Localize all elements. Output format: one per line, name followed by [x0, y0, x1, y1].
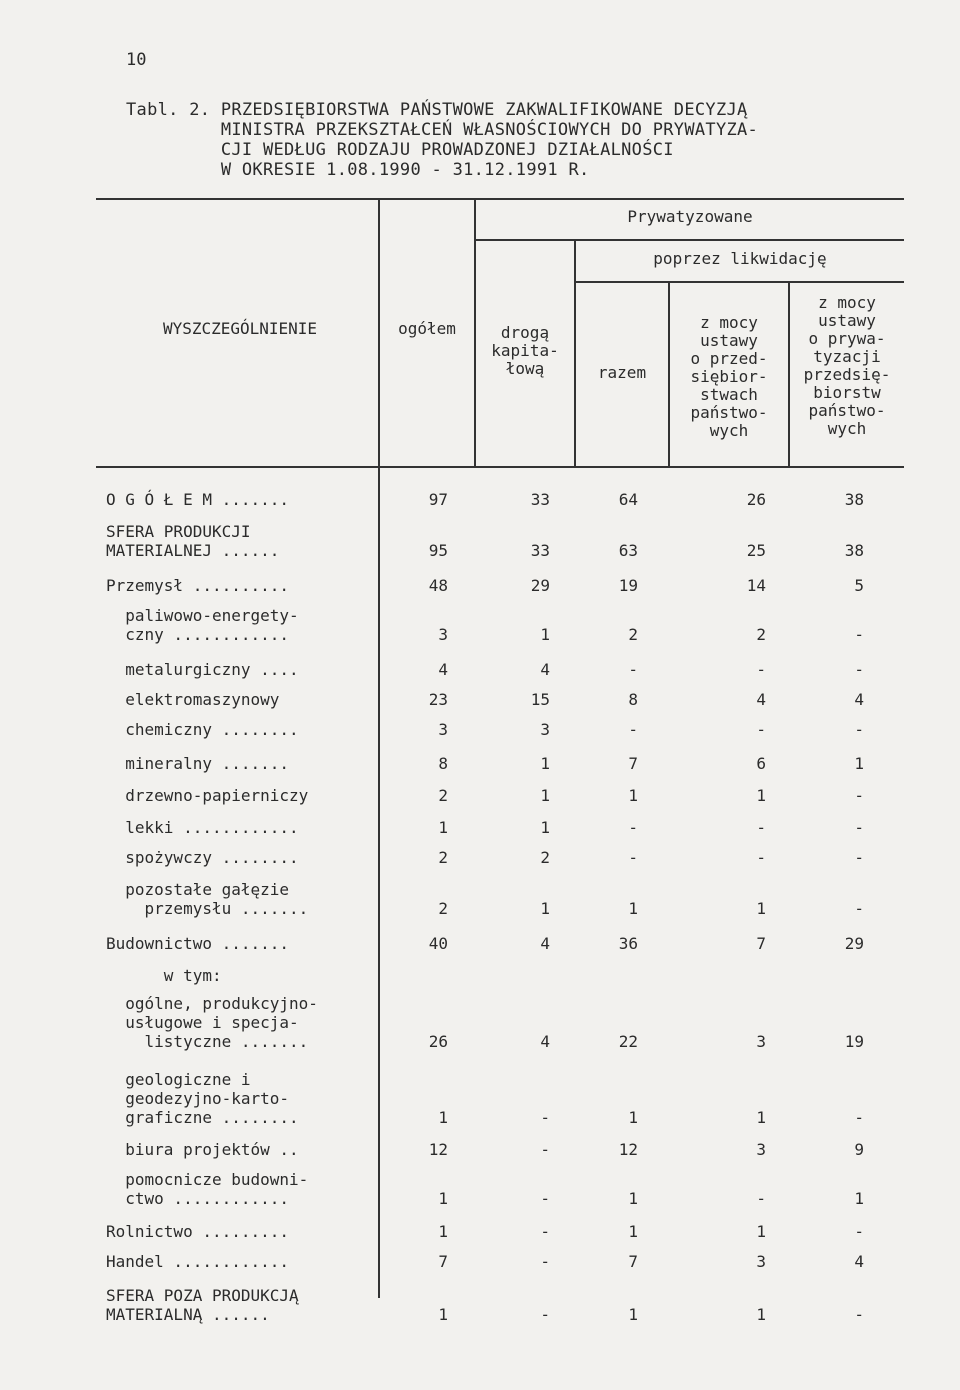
table-cell: 3: [438, 625, 448, 644]
table-header-rule: [96, 466, 904, 468]
table-cell: 4: [540, 1032, 550, 1051]
table-cell: 2: [540, 848, 550, 867]
table-cell: 4: [854, 690, 864, 709]
table-cell: 63: [618, 541, 638, 560]
table-cell: 1: [628, 1108, 638, 1127]
table-cell: -: [854, 786, 864, 805]
table-cell: 7: [628, 754, 638, 773]
row-label: paliwowo-energety- czny ............: [125, 606, 299, 644]
header-liquidation: poprzez likwidację: [653, 249, 827, 268]
table-cell: 4: [854, 1252, 864, 1271]
table-cell: 25: [746, 541, 766, 560]
row-label: lekki ............: [106, 818, 299, 837]
table-caption: [126, 100, 906, 180]
table-cell: 15: [530, 690, 550, 709]
table-cell: 1: [628, 786, 638, 805]
table-cell: 1: [540, 899, 550, 918]
table-cell: -: [628, 848, 638, 867]
row-label: Handel ............: [106, 1252, 290, 1271]
table-cell: -: [628, 720, 638, 739]
table-cell: 1: [756, 1305, 766, 1324]
row-label: pomocnicze budowni- ctwo ............: [125, 1170, 309, 1208]
table-cell: 95: [428, 541, 448, 560]
table-cell: 3: [756, 1140, 766, 1159]
row-label: geologiczne i geodezyjno-karto- graficzne ........: [125, 1070, 299, 1127]
table-cell: -: [628, 660, 638, 679]
table-cell: 1: [438, 1189, 448, 1208]
table-cell: 1: [438, 1222, 448, 1241]
table-cell: -: [854, 720, 864, 739]
table-cell: 40: [428, 934, 448, 953]
table-cell: 33: [530, 490, 550, 509]
table-cell: -: [756, 848, 766, 867]
table-cell: -: [854, 899, 864, 918]
caption-line: W OKRESIE 1.08.1990 - 31.12.1991 R.: [126, 160, 590, 180]
table-cell: 1: [628, 1305, 638, 1324]
table-top-rule: [96, 198, 904, 200]
table-cell: 19: [844, 1032, 864, 1051]
table-cell: 1: [540, 818, 550, 837]
table-cell: 1: [438, 818, 448, 837]
header-total: ogółem: [398, 319, 456, 338]
header-act-privatization: z mocy ustawy o prywa- tyzacji przedsię- biorstw państwo- wych: [803, 293, 891, 438]
table-cell: -: [628, 818, 638, 837]
table-cell: 3: [540, 720, 550, 739]
row-label: drzewno-papierniczy: [106, 786, 309, 805]
table-cell: 22: [618, 1032, 638, 1051]
row-label: pozostałe gałęzie przemysłu .......: [125, 880, 309, 918]
table-cell: 1: [540, 754, 550, 773]
table-cell: 64: [618, 490, 638, 509]
row-label: metalurgiczny ....: [106, 660, 299, 679]
table-cell: -: [854, 660, 864, 679]
row-label: mineralny .......: [106, 754, 290, 773]
header-capital-route: drogą kapita- łową: [491, 323, 559, 378]
table-cell: -: [854, 1222, 864, 1241]
table-cell: 4: [438, 660, 448, 679]
table-cell: 3: [438, 720, 448, 739]
page-number: 10: [126, 50, 147, 70]
table-cell: 1: [756, 1222, 766, 1241]
table-cell: 26: [746, 490, 766, 509]
table-cell: 1: [854, 1189, 864, 1208]
header-specification: WYSZCZEGÓLNIENIE: [162, 319, 318, 338]
row-label: chemiczny ........: [106, 720, 299, 739]
row-label: SFERA POZA PRODUKCJĄ MATERIALNĄ ......: [106, 1286, 299, 1324]
column-divider: [574, 240, 576, 467]
table-cell: -: [756, 1189, 766, 1208]
table-cell: 8: [628, 690, 638, 709]
table-cell: 2: [438, 786, 448, 805]
row-label: Przemysł ..........: [106, 576, 290, 595]
table-cell: 9: [854, 1140, 864, 1159]
table-cell: -: [540, 1222, 550, 1241]
table-cell: 1: [540, 625, 550, 644]
table-cell: 1: [540, 786, 550, 805]
table-cell: 23: [428, 690, 448, 709]
table-cell: 38: [844, 490, 864, 509]
row-label: biura projektów ..: [106, 1140, 299, 1159]
table-cell: -: [854, 1305, 864, 1324]
table-cell: 1: [628, 1222, 638, 1241]
table-cell: 12: [618, 1140, 638, 1159]
table-cell: -: [540, 1140, 550, 1159]
table-cell: 26: [428, 1032, 448, 1051]
liquidation-rule: [574, 281, 904, 283]
table-cell: 2: [756, 625, 766, 644]
header-act-enterprises: z mocy ustawy o przed- siębior- stwach państwo- wych: [690, 313, 768, 440]
table-cell: 1: [756, 1108, 766, 1127]
table-cell: 29: [844, 934, 864, 953]
column-divider: [378, 198, 380, 1298]
table-cell: -: [540, 1189, 550, 1208]
table-cell: 12: [428, 1140, 448, 1159]
table-cell: 4: [540, 934, 550, 953]
header-sum: razem: [597, 363, 647, 382]
table-cell: -: [854, 848, 864, 867]
row-label: elektromaszynowy: [106, 690, 280, 709]
row-label: Rolnictwo .........: [106, 1222, 290, 1241]
caption-line: CJI WEDŁUG RODZAJU PROWADZONEJ DZIAŁALNOŚCI: [126, 140, 674, 160]
row-label: Budownictwo .......: [106, 934, 290, 953]
table-cell: -: [756, 660, 766, 679]
table-cell: 7: [438, 1252, 448, 1271]
row-label: O G Ó Ł E M .......: [106, 490, 290, 509]
table-cell: -: [756, 720, 766, 739]
table-cell: -: [540, 1108, 550, 1127]
table-cell: 1: [756, 899, 766, 918]
table-cell: -: [854, 1108, 864, 1127]
table-cell: 4: [756, 690, 766, 709]
table-cell: 1: [854, 754, 864, 773]
table-cell: 2: [628, 625, 638, 644]
row-label: w tym:: [106, 966, 222, 985]
table-cell: 7: [628, 1252, 638, 1271]
table-cell: 4: [540, 660, 550, 679]
table-cell: 6: [756, 754, 766, 773]
table-cell: 3: [756, 1032, 766, 1051]
table-cell: 1: [438, 1305, 448, 1324]
table-cell: 97: [428, 490, 448, 509]
table-cell: 1: [438, 1108, 448, 1127]
row-label: SFERA PRODUKCJI MATERIALNEJ ......: [106, 522, 280, 560]
caption-line: Tabl. 2. PRZEDSIĘBIORSTWA PAŃSTWOWE ZAKWALIFIKOWANE DECYZJĄ: [126, 100, 748, 120]
table-cell: -: [540, 1305, 550, 1324]
row-label: spożywczy ........: [106, 848, 299, 867]
table-cell: 2: [438, 848, 448, 867]
table-cell: 8: [438, 754, 448, 773]
table-cell: 19: [618, 576, 638, 595]
table-cell: 14: [746, 576, 766, 595]
table-cell: 1: [628, 1189, 638, 1208]
table-cell: -: [854, 625, 864, 644]
privatized-rule: [474, 239, 904, 241]
table-cell: 2: [438, 899, 448, 918]
row-label: ogólne, produkcyjno- usługowe i specja- listyczne .......: [125, 994, 318, 1051]
table-cell: -: [854, 818, 864, 837]
table-cell: 5: [854, 576, 864, 595]
table-cell: 33: [530, 541, 550, 560]
table-cell: -: [540, 1252, 550, 1271]
table-cell: 29: [530, 576, 550, 595]
table-cell: 1: [628, 899, 638, 918]
table-cell: 48: [428, 576, 448, 595]
table-cell: 7: [756, 934, 766, 953]
table-cell: -: [756, 818, 766, 837]
table-cell: 38: [844, 541, 864, 560]
table-cell: 36: [618, 934, 638, 953]
table-cell: 1: [756, 786, 766, 805]
header-privatized: Prywatyzowane: [627, 207, 753, 226]
table-cell: 3: [756, 1252, 766, 1271]
caption-line: MINISTRA PRZEKSZTAŁCEŃ WŁASNOŚCIOWYCH DO PRYWATYZA-: [126, 120, 759, 140]
